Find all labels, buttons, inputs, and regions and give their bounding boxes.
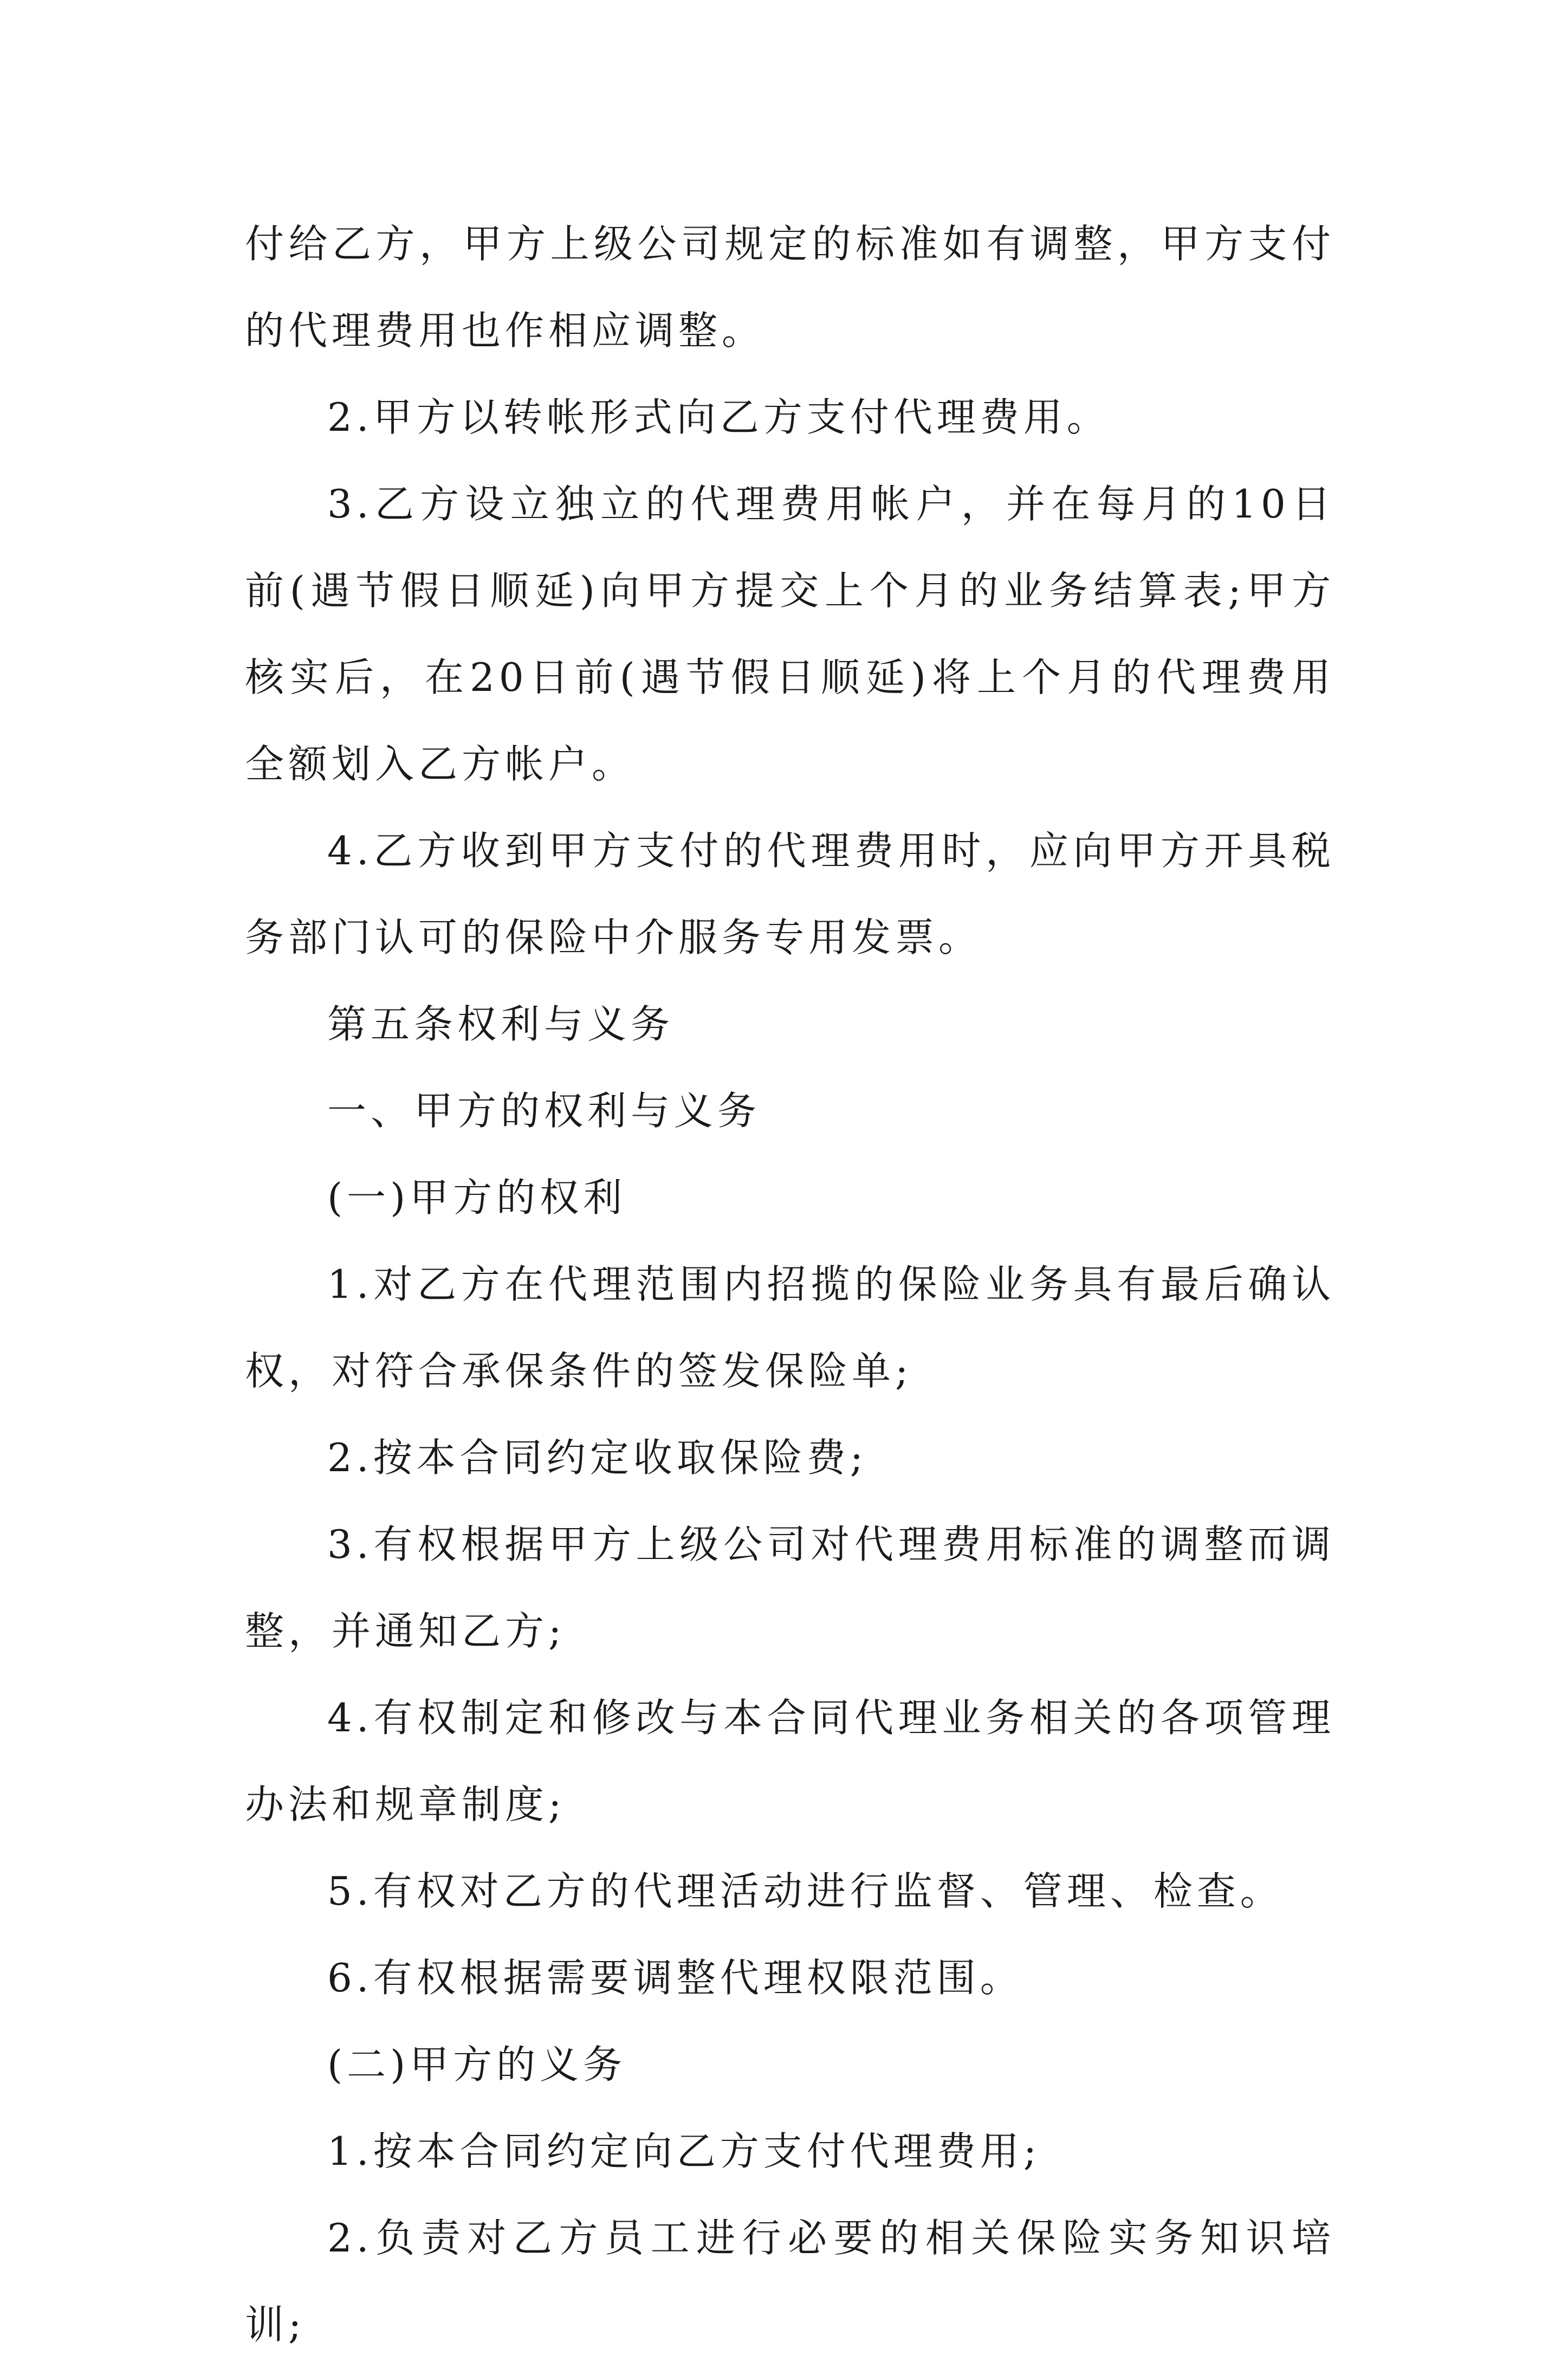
list-item-right-2: 2.按本合同约定收取保险费; xyxy=(327,1435,867,1480)
list-item-right-3: 3.有权根据甲方上级公司对代理费用标准的调整而调整，并通知乙方; xyxy=(245,1522,1335,1654)
subsection-heading-party-a-obligations: (二)甲方的义务 xyxy=(327,2042,627,2087)
paragraph-agency-fee-adjustment: 付给乙方，甲方上级公司规定的标准如有调整，甲方支付的代理费用也作相应调整。 xyxy=(245,221,1335,353)
list-item-obligation-2: 2.负责对乙方员工进行必要的相关保险实务知识培训; xyxy=(245,2215,1335,2347)
list-item-obligation-1: 1.按本合同约定向乙方支付代理费用; xyxy=(327,2128,1041,2174)
paragraph-invoice: 4.乙方收到甲方支付的代理费用时，应向甲方开具税务部门认可的保险中介服务专用发票。 xyxy=(245,828,1335,960)
section-heading-rights-obligations: 第五条权利与义务 xyxy=(327,1001,675,1047)
document-body xyxy=(245,200,1335,2368)
subsection-heading-party-a: 一、甲方的权利与义务 xyxy=(327,1088,761,1134)
subsection-heading-party-a-rights: (一)甲方的权利 xyxy=(327,1175,627,1220)
list-item-right-5: 5.有权对乙方的代理活动进行监督、管理、检查。 xyxy=(327,1868,1284,1914)
list-item-right-1: 1.对乙方在代理范围内招揽的保险业务具有最后确认权，对符合承保条件的签发保险单; xyxy=(245,1261,1335,1394)
paragraph-account-settlement: 3.乙方设立独立的代理费用帐户，并在每月的10日前(遇节假日顺延)向甲方提交上个月的业务结算表;甲方核实后，在20日前(遇节假日顺延)将上个月的代理费用全额划入乙方帐户。 xyxy=(245,481,1335,787)
paragraph-transfer-payment: 2.甲方以转帐形式向乙方支付代理费用。 xyxy=(327,394,1110,440)
list-item-right-6: 6.有权根据需要调整代理权限范围。 xyxy=(327,1955,1023,2001)
list-item-right-4: 4.有权制定和修改与本合同代理业务相关的各项管理办法和规章制度; xyxy=(245,1695,1335,1827)
